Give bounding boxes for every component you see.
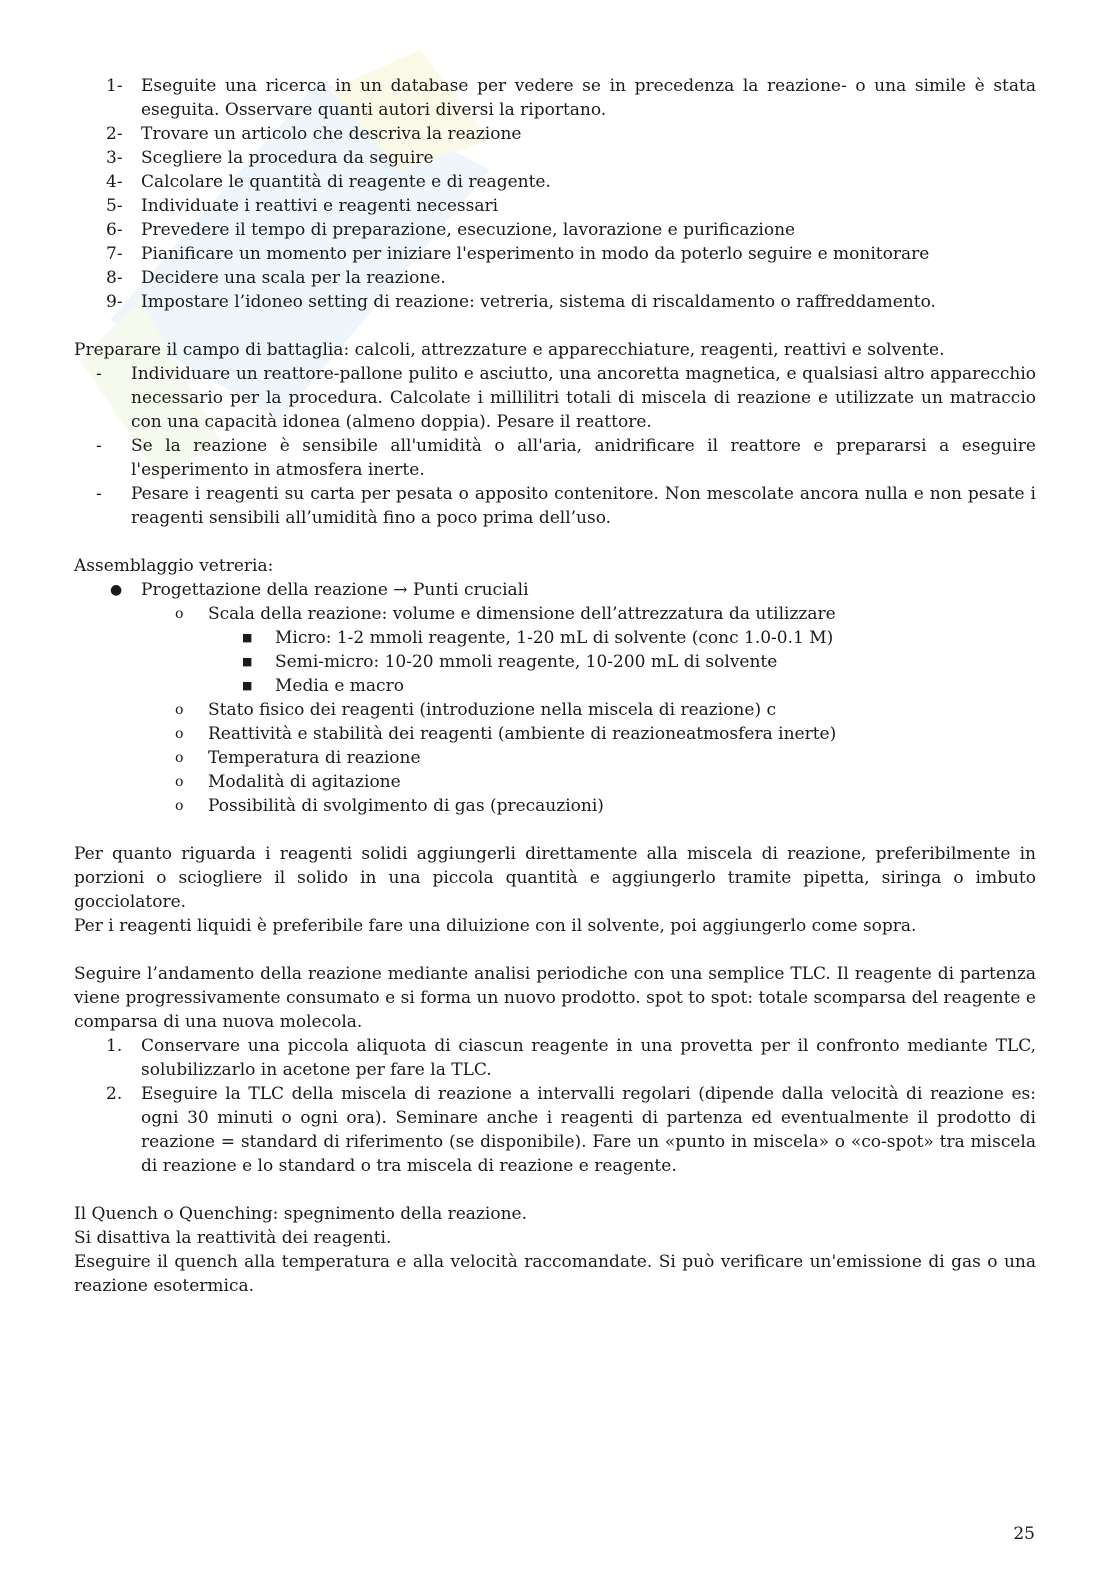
list-item: 2. Eseguire la TLC della miscela di reazione a intervalli regolari (dipende dalla velocità di reazione es: ogni 30 minuti o ogni ora). Seminare anche i reagenti di partenza ed eventualmente il prodotto di reazione = standard di riferimento (se disponibile). Fare un «punto in miscela» o «co-spot» tra miscela di reazione e lo standard o tra miscela di reazione e reagente.: [106, 1084, 1036, 1176]
square-bullet-icon: ■: [242, 655, 253, 668]
dash-marker: -: [96, 364, 102, 384]
list-item: 4- Calcolare le quantità di reagente e di reagente.: [106, 172, 551, 192]
list-item: - Pesare i reagenti su carta per pesata o apposito contenitore. Non mescolate ancora nulla e non pesate i reagenti sensibili all’umidità fino a poco prima dell’uso.: [96, 484, 1036, 528]
list-item: 1- Eseguite una ricerca in un database per vedere se in precedenza la reazione- o una simile è stata eseguita. Osservare quanti autori diversi la riportano.: [106, 76, 1036, 120]
circle-bullet-icon: o: [175, 750, 184, 766]
circle-bullet-icon: o: [175, 702, 184, 718]
sub-item: o Reattività e stabilità dei reagenti (ambiente di reazioneatmosfera inerte): [175, 724, 837, 744]
list-item: 3- Scegliere la procedura da seguire: [106, 148, 434, 168]
bullet-item: ● Progettazione della reazione → Punti cruciali: [110, 580, 529, 600]
list-item: 1. Conservare una piccola aliquota di ciascun reagente in una provetta per il confronto mediante TLC, solubilizzarlo in acetone per fare la TLC.: [106, 1036, 1036, 1080]
list-item: - Individuare un reattore-pallone pulito e asciutto, una ancoretta magnetica, e qualsiasi altro apparecchio necessario per la procedura. Calcolate i millilitri totali di miscela di reazione e utilizzate un matraccio con una capacità idonea (almeno doppia). Pesare il reattore.: [96, 364, 1036, 432]
list-item: - Se la reazione è sensibile all'umidità o all'aria, anidrificare il reattore e prepararsi a eseguire l'esperimento in atmosfera inerte.: [96, 436, 1036, 480]
dash-marker: -: [96, 436, 102, 456]
sub-item: o Scala della reazione: volume e dimensione dell’attrezzatura da utilizzare: [175, 604, 836, 624]
tlc-list: [74, 1034, 1036, 1178]
list-item: 9- Impostare l’idoneo setting di reazione: vetreria, sistema di riscaldamento o raffreddamento.: [106, 292, 936, 312]
circle-bullet-icon: o: [175, 606, 184, 622]
square-bullet-icon: ■: [242, 679, 253, 692]
sub-item: o Stato fisico dei reagenti (introduzione nella miscela di reazione) c: [175, 700, 776, 720]
square-bullet-icon: ■: [242, 631, 253, 644]
circle-bullet-icon: o: [175, 774, 184, 790]
quench-line-2: Si disattiva la reattività dei reagenti.: [74, 1228, 392, 1248]
quench-line-1: Il Quench o Quenching: spegnimento della reazione.: [74, 1204, 527, 1224]
intro-list: [74, 74, 1036, 314]
list-item: 5- Individuate i reattivi e reagenti necessari: [106, 196, 499, 216]
document-page: [74, 74, 1036, 1298]
bullet-icon: ●: [110, 582, 123, 598]
assembly-heading: Assemblaggio vetreria:: [74, 556, 274, 576]
sub-item: o Modalità di agitazione: [175, 772, 401, 792]
list-item: 7- Pianificare un momento per iniziare l'esperimento in modo da poterlo seguire e monitorare: [106, 244, 930, 264]
tlc-paragraph: Seguire l’andamento della reazione mediante analisi periodiche con una semplice TLC. Il reagente di partenza viene progressivamente consumato e si forma un nuovo prodotto. spot to spot: totale scomparsa del reagente e comparsa di una nuova molecola.: [74, 964, 1036, 1032]
sub-item: o Possibilità di svolgimento di gas (precauzioni): [175, 796, 604, 816]
prepare-list: [74, 362, 1036, 530]
quench-line-3: Eseguire il quench alla temperatura e alla velocità raccomandate. Si può verificare un'emissione di gas o una reazione esotermica.: [74, 1252, 1036, 1296]
sub-item: o Temperatura di reazione: [175, 748, 421, 768]
list-item: 8- Decidere una scala per la reazione.: [106, 268, 446, 288]
scale-item: ■ Media e macro: [242, 676, 404, 696]
scale-item: ■ Semi-micro: 10-20 mmoli reagente, 10-200 mL di solvente: [242, 652, 778, 672]
dash-marker: -: [96, 484, 102, 504]
scale-item: ■ Micro: 1-2 mmoli reagente, 1-20 mL di solvente (conc 1.0-0.1 M): [242, 628, 834, 648]
solids-paragraph: Per quanto riguarda i reagenti solidi aggiungerli direttamente alla miscela di reazione, preferibilmente in porzioni o sciogliere il solido in una piccola quantità e aggiungerlo tramite pipetta, siringa o imbuto gocciolatore.: [74, 844, 1036, 912]
circle-bullet-icon: o: [175, 726, 184, 742]
prepare-heading: Preparare il campo di battaglia: calcoli, attrezzature e apparecchiature, reagenti, reattivi e solvente.: [74, 340, 945, 360]
list-item: 2- Trovare un articolo che descriva la reazione: [106, 124, 522, 144]
page-number: 25: [1013, 1524, 1035, 1544]
circle-bullet-icon: o: [175, 798, 184, 814]
list-item: 6- Prevedere il tempo di preparazione, esecuzione, lavorazione e purificazione: [106, 220, 796, 240]
liquids-paragraph: Per i reagenti liquidi è preferibile fare una diluizione con il solvente, poi aggiungerlo come sopra.: [74, 916, 917, 936]
